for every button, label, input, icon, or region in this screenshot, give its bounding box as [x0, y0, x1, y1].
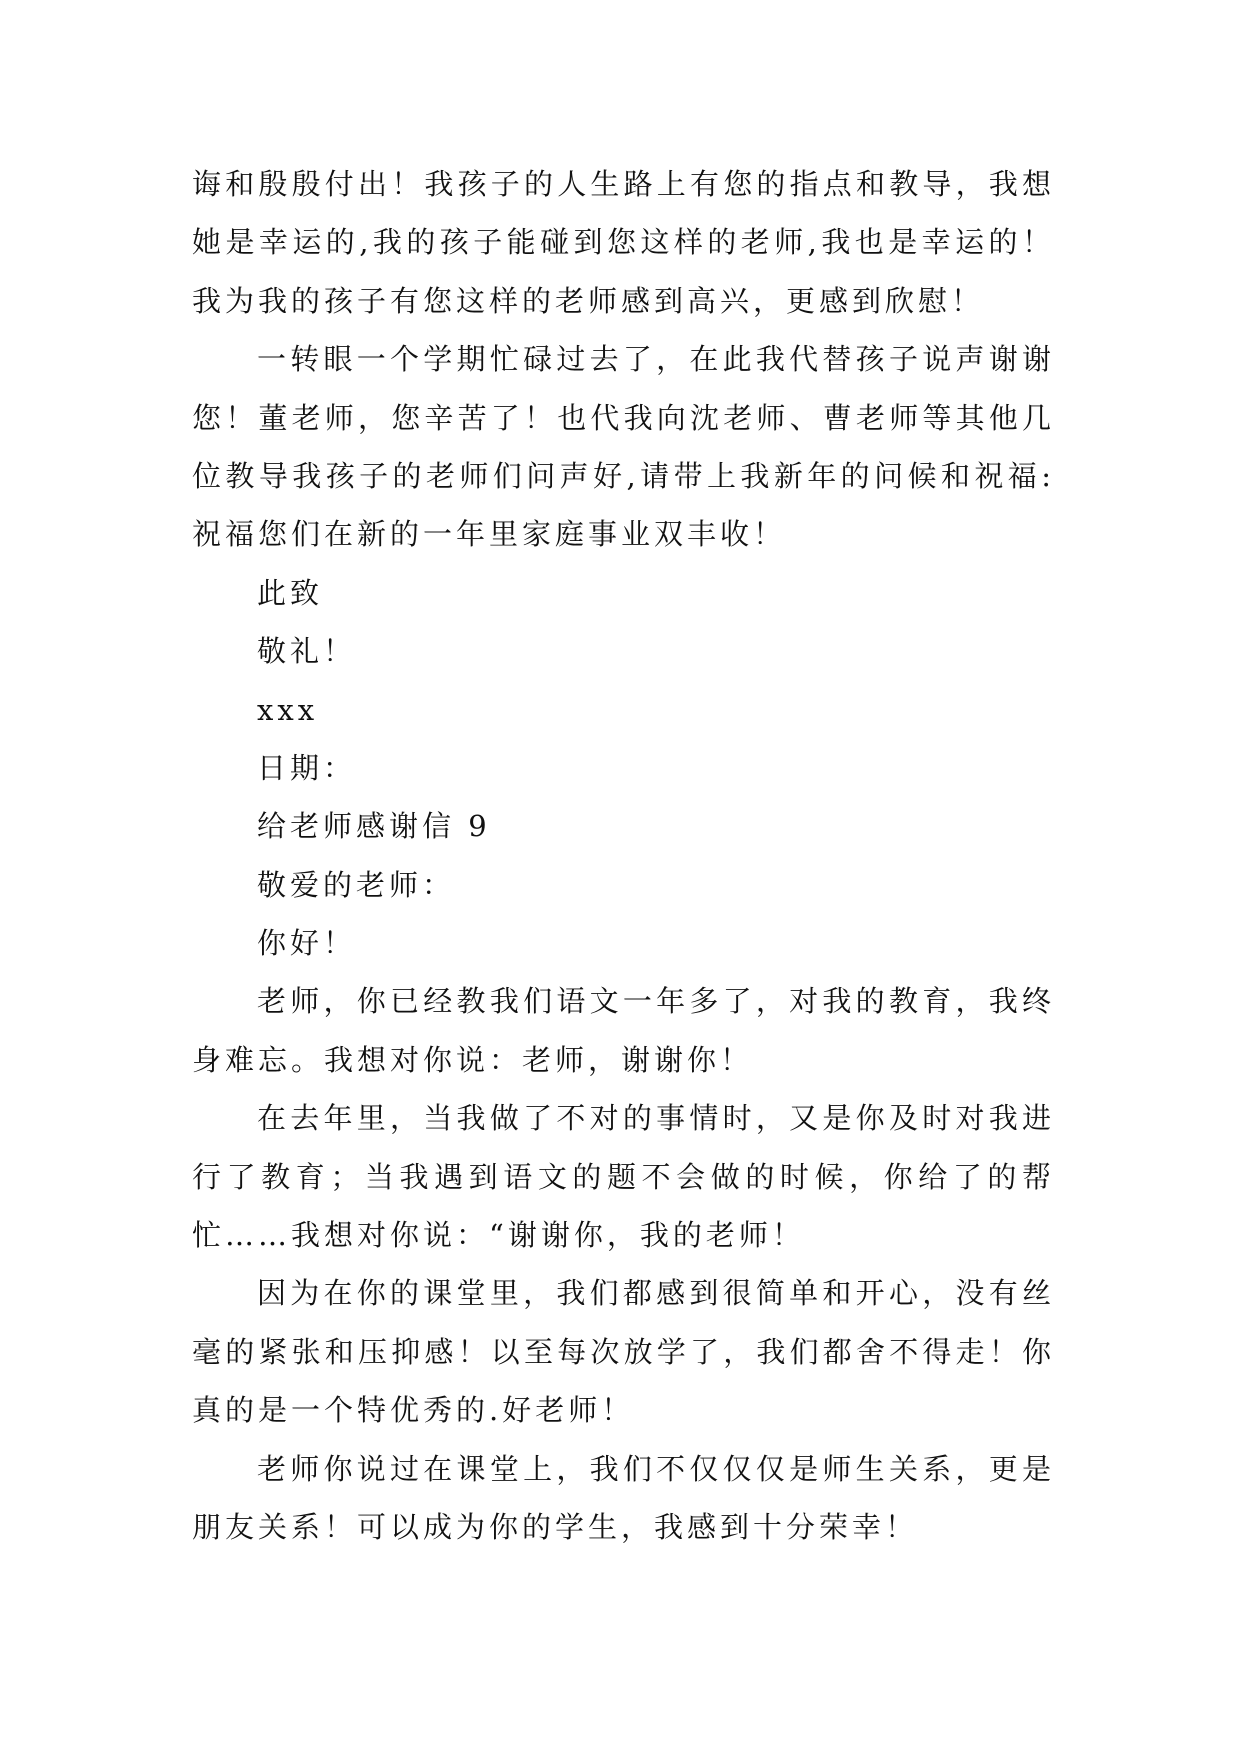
paragraph-line: 行了教育；当我遇到语文的题不会做的时候，你给了的帮 [192, 1159, 1051, 1194]
paragraph-line: 老师，你已经教我们语文一年多了，对我的教育，我终 [257, 984, 1051, 1019]
paragraph-line: 毫的紧张和压抑感！以至每次放学了，我们都舍不得走！你 [192, 1334, 1051, 1369]
paragraph-line: 真的是一个特优秀的.好老师！ [192, 1393, 635, 1428]
paragraph-line: 诲和殷殷付出！我孩子的人生路上有您的指点和教导，我想 [192, 167, 1051, 201]
letter-title: 给老师感谢信 9 [257, 809, 491, 844]
paragraph-line: 因为在你的课堂里，我们都感到很简单和开心，没有丝 [257, 1276, 1051, 1311]
paragraph-line: 在去年里，当我做了不对的事情时，又是你及时对我进 [257, 1101, 1051, 1136]
paragraph-line: 老师你说过在课堂上，我们不仅仅仅是师生关系，更是 [257, 1451, 1051, 1486]
paragraph-line: 她是幸运的,我的孩子能碰到您这样的老师,我也是幸运的！ [192, 225, 1051, 260]
paragraph-line: 一转眼一个学期忙碌过去了，在此我代替孩子说声谢谢 [257, 342, 1051, 377]
letter-signature: xxx [257, 692, 319, 727]
paragraph-line: 祝福您们在新的一年里家庭事业双丰收！ [192, 517, 787, 552]
letter-closing: 此致 [257, 575, 324, 610]
paragraph-line: 我为我的孩子有您这样的老师感到高兴，更感到欣慰！ [192, 283, 985, 318]
paragraph-line: 朋友关系！可以成为你的学生，我感到十分荣幸！ [192, 1509, 919, 1544]
letter-date-label: 日期： [257, 750, 357, 785]
document-body [192, 155, 1051, 1556]
letter-greeting: 你好！ [257, 926, 357, 961]
letter-salute: 敬礼！ [257, 634, 357, 669]
letter-salutation: 敬爱的老师： [257, 867, 456, 902]
paragraph-line: 忙……我想对你说：“谢谢你，我的老师！ [192, 1218, 805, 1253]
paragraph-line: 您！董老师，您辛苦了！也代我向沈老师、曹老师等其他几 [192, 400, 1051, 435]
paragraph-line: 身难忘。我想对你说：老师，谢谢你！ [192, 1042, 754, 1077]
paragraph-line: 位教导我孩子的老师们问声好,请带上我新年的问候和祝福: [192, 458, 1051, 493]
